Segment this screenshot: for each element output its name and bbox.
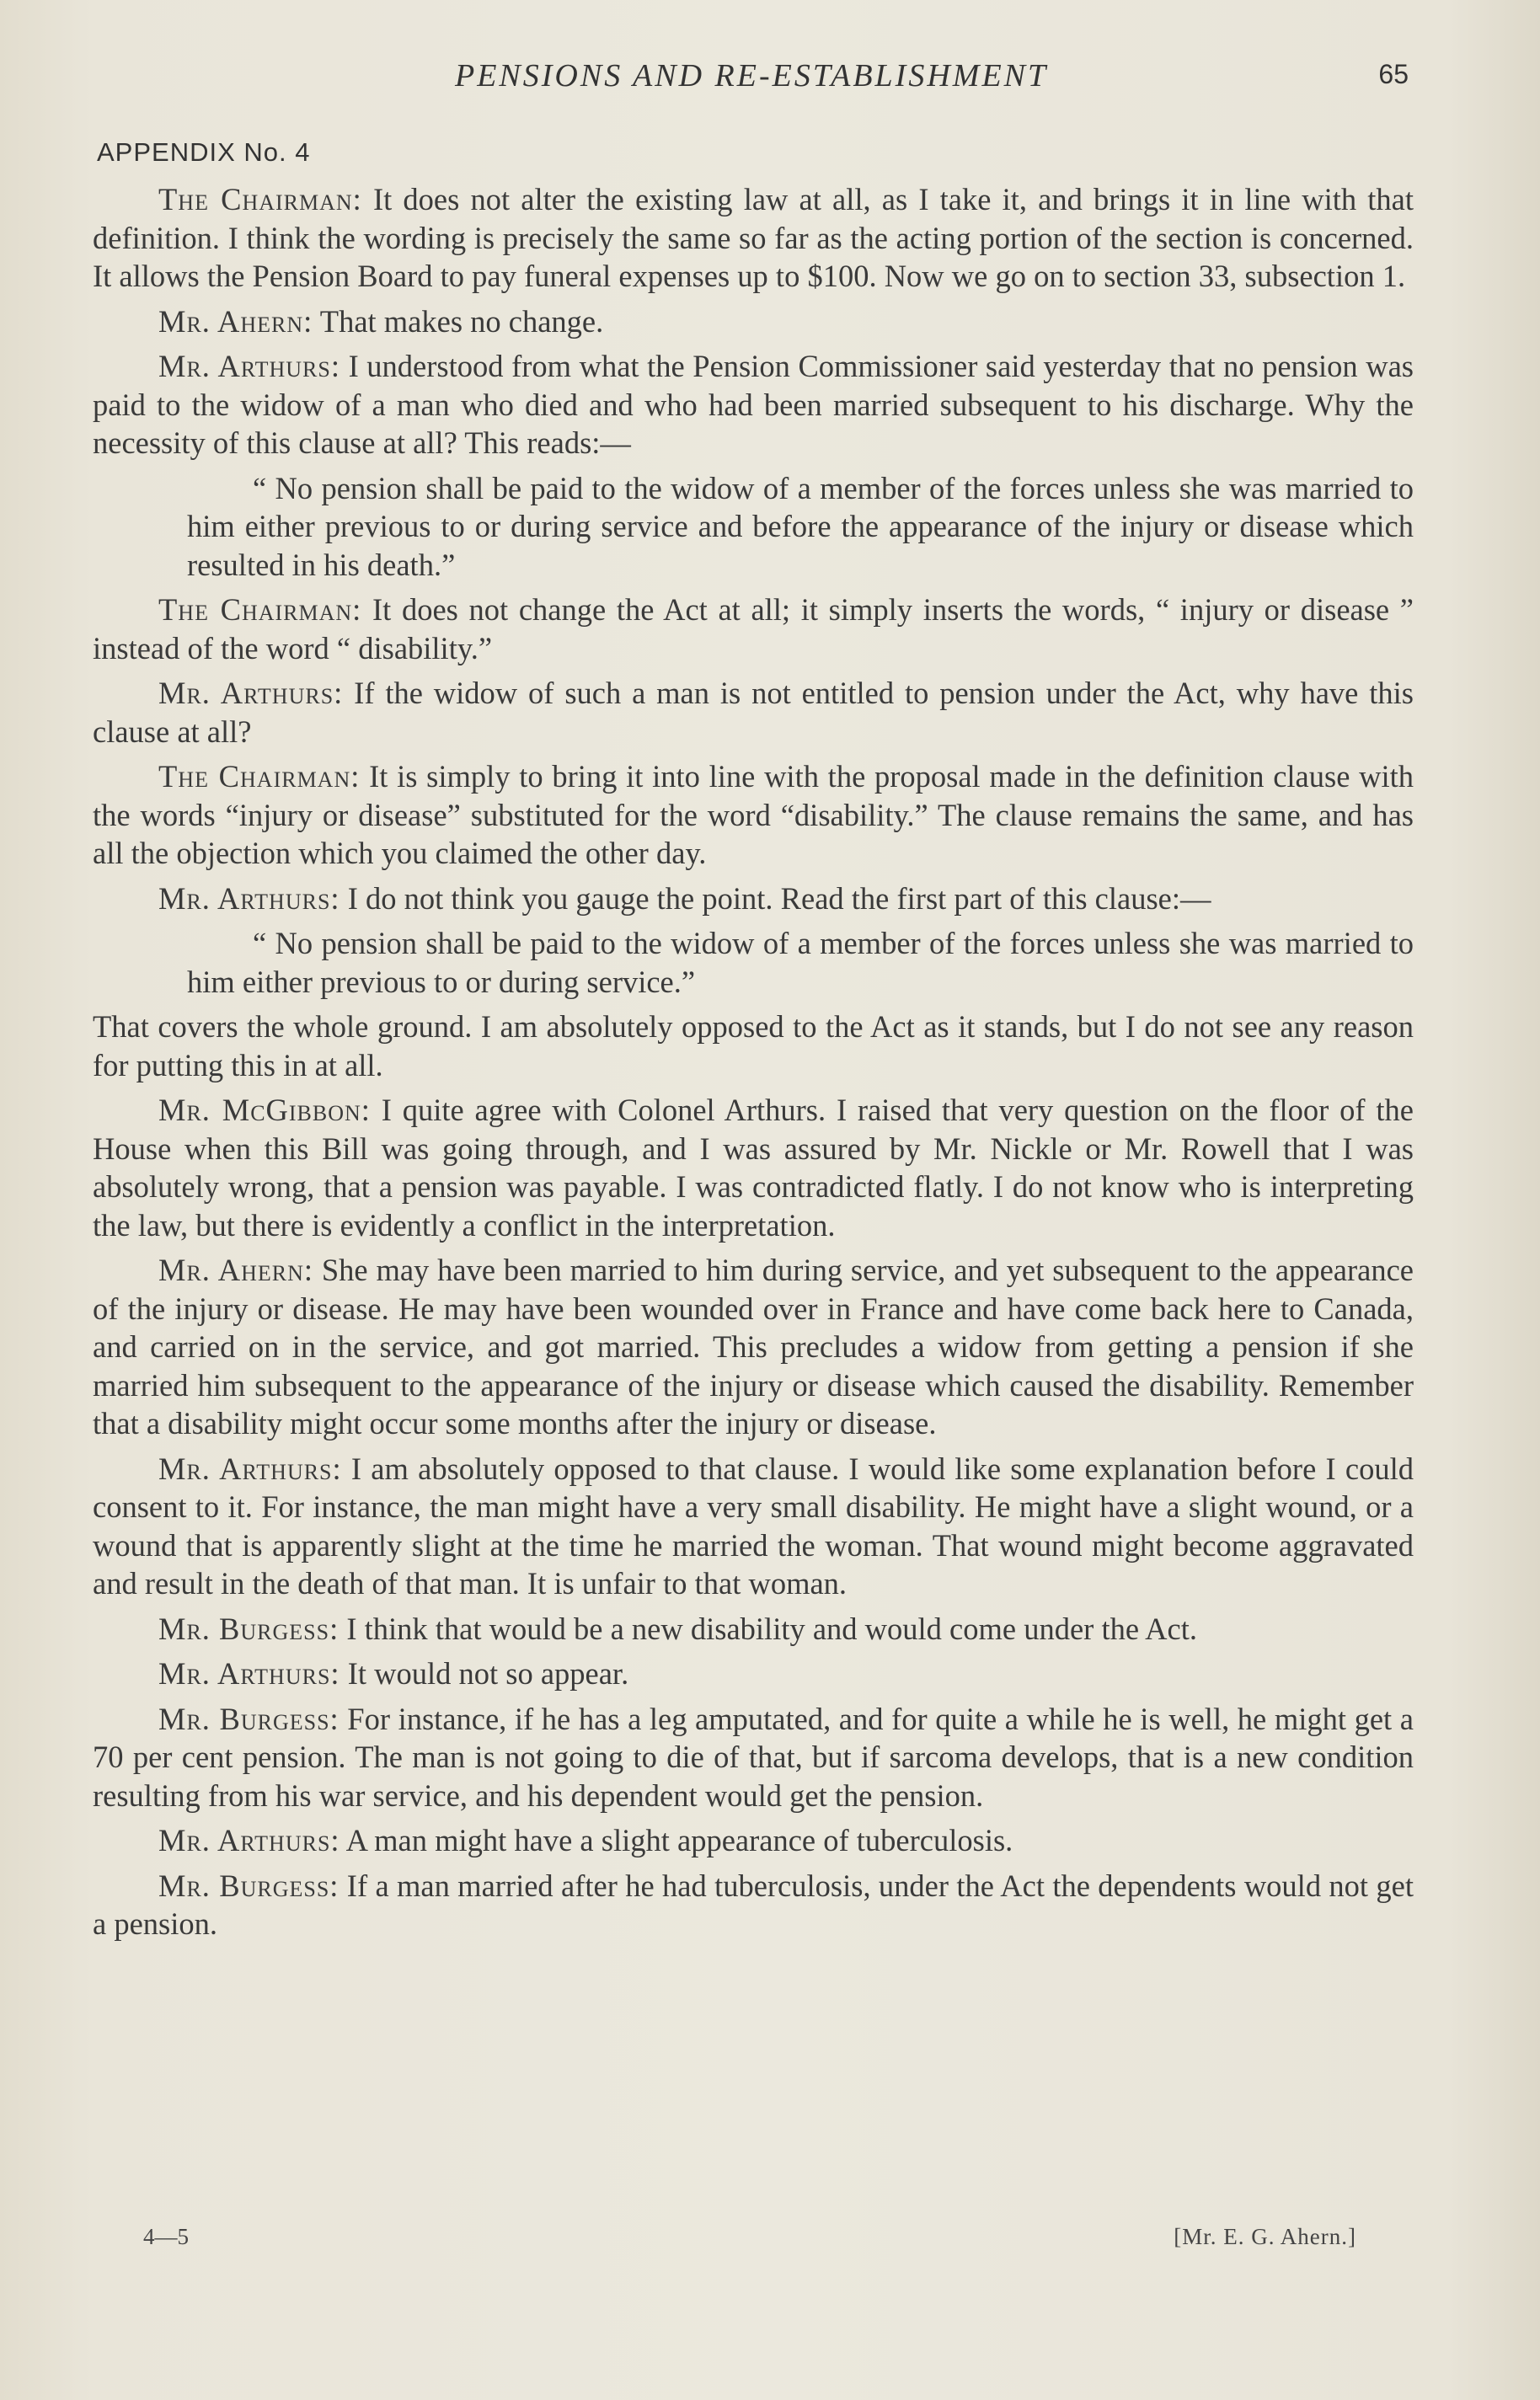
speech-text: She may have been married to him during service, and yet subsequent to the appearance of the injury or disease. He may have been wounded over in France and have come back here to Canada, and carried on in the service, and got married. This precludes a widow from getting a pension if she married him subsequent to the appearance of the injury or disease which caused the disability. Remember that a disability might occur some months after the injury or disease. <box>93 1253 1414 1441</box>
speaker-name: Mr. Burgess: <box>158 1701 340 1736</box>
speaker-name: The Chairman: <box>158 182 362 216</box>
speaker-name: Mr. Burgess: <box>158 1611 340 1646</box>
speech-paragraph <box>93 302 1414 341</box>
speech-text: For instance, if he has a leg amputated, and for quite a while he is well, he might get a 70 per cent pension. The man is not going to die of that, but if sarcoma develops, that is a new condition resulting from his war service, and his dependent would get the pension. <box>93 1701 1414 1813</box>
speaker-name: Mr. Arthurs: <box>158 1451 342 1486</box>
speech-text: It is simply to bring it into line with the proposal made in the definition clause with the words “injury or disease” substituted for the word “disability.” The clause remains the same, and has all the objection which you claimed the other day. <box>93 759 1414 870</box>
speech-paragraph <box>93 1654 1414 1693</box>
speaker-reference: [Mr. E. G. Ahern.] <box>1174 2224 1356 2249</box>
speech-paragraph <box>93 1821 1414 1860</box>
speaker-name: Mr. Ahern: <box>158 1253 314 1287</box>
speech-paragraph <box>93 591 1414 667</box>
signature-mark: 4—5 <box>143 2224 189 2249</box>
speech-paragraph <box>93 1450 1414 1603</box>
continuation-paragraph: That covers the whole ground. I am absolutely opposed to the Act as it stands, but I do not see any reason for putting this in at all. <box>93 1009 1414 1082</box>
speech-paragraph <box>93 1091 1414 1244</box>
speech-text: It does not change the Act at all; it simply inserts the words, “ injury or disease ” instead of the word “ disability.” <box>93 592 1414 665</box>
speaker-name: Mr. Ahern: <box>158 303 313 339</box>
speech-text: It would not so appear. <box>340 1656 629 1691</box>
speech-paragraph <box>93 1251 1414 1443</box>
speaker-name: Mr. Arthurs: <box>158 676 344 710</box>
quoted-clause: “ No pension shall be paid to the widow of a member of the forces unless she was married to him either previous to or during service.” <box>187 926 1414 999</box>
appendix-label: APPENDIX No. 4 <box>97 137 311 167</box>
speech-paragraph <box>93 1700 1414 1815</box>
page-number: 65 <box>1378 59 1409 89</box>
quoted-clause: “ No pension shall be paid to the widow of a member of the forces unless she was married to him either previous to or during service and before the appearance of the injury or disease which resulted in his death.” <box>187 470 1414 582</box>
speaker-name: The Chairman: <box>158 592 362 627</box>
speaker-name: Mr. Arthurs: <box>158 1823 340 1857</box>
running-title: PENSIONS AND RE-ESTABLISHMENT <box>455 58 1049 94</box>
speech-paragraph <box>93 879 1414 918</box>
speaker-name: Mr. Burgess: <box>158 1868 340 1903</box>
speech-text: I am absolutely opposed to that clause. I would like some explanation before I could consent to it. For instance, the man might have a very small disability. He might have a slight wound, or a wound that is apparently slight at the time he married the woman. That wound might become aggravated and result in the death of that man. It is unfair to that woman. <box>93 1451 1414 1601</box>
speech-text: I do not think you gauge the point. Read the first part of this clause:— <box>340 880 1211 916</box>
speech-paragraph <box>93 180 1414 296</box>
speech-text: It does not alter the existing law at all, as I take it, and brings it in line with that definition. I think the wording is precisely the same so far as the acting portion of the section is concerned. It allows the Pension Board to pay funeral expenses up to $100. Now we go on to section 33, subsection 1. <box>93 182 1414 293</box>
speech-text: That makes no change. <box>313 303 604 339</box>
speech-text: I think that would be a new disability and would come under the Act. <box>339 1611 1197 1646</box>
speech-paragraph <box>93 674 1414 751</box>
speaker-name: Mr. McGibbon: <box>158 1093 371 1127</box>
speech-text: I quite agree with Colonel Arthurs. I raised that very question on the floor of the House when this Bill was going through, and I was assured by Mr. Nickle or Mr. Rowell that I was absolutely wrong, that a pension was payable. I was contradicted flatly. I do not know who is interpreting the law, but there is evidently a conflict in the interpretation. <box>93 1093 1414 1243</box>
speech-text: I understood from what the Pension Commissioner said yesterday that no pension was paid to the widow of a man who died and who had been married subsequent to his discharge. Why the necessity of this clause at all? This reads:— <box>93 349 1414 460</box>
transcript-body <box>93 180 1414 1950</box>
speech-paragraph <box>93 1610 1414 1649</box>
speech-text: A man might have a slight appearance of tuberculosis. <box>340 1823 1013 1857</box>
speaker-name: Mr. Arthurs: <box>158 349 340 383</box>
speech-paragraph <box>93 757 1414 873</box>
speech-paragraph <box>93 1867 1414 1943</box>
speaker-name: Mr. Arthurs: <box>158 1656 340 1691</box>
speech-text: If a man married after he had tuberculosis, under the Act the dependents would not get a pension. <box>93 1868 1414 1941</box>
speech-paragraph <box>93 347 1414 462</box>
speaker-name: The Chairman: <box>158 759 361 794</box>
speech-text: If the widow of such a man is not entitled to pension under the Act, why have this clause at all? <box>93 676 1414 749</box>
speaker-name: Mr. Arthurs: <box>158 880 340 916</box>
